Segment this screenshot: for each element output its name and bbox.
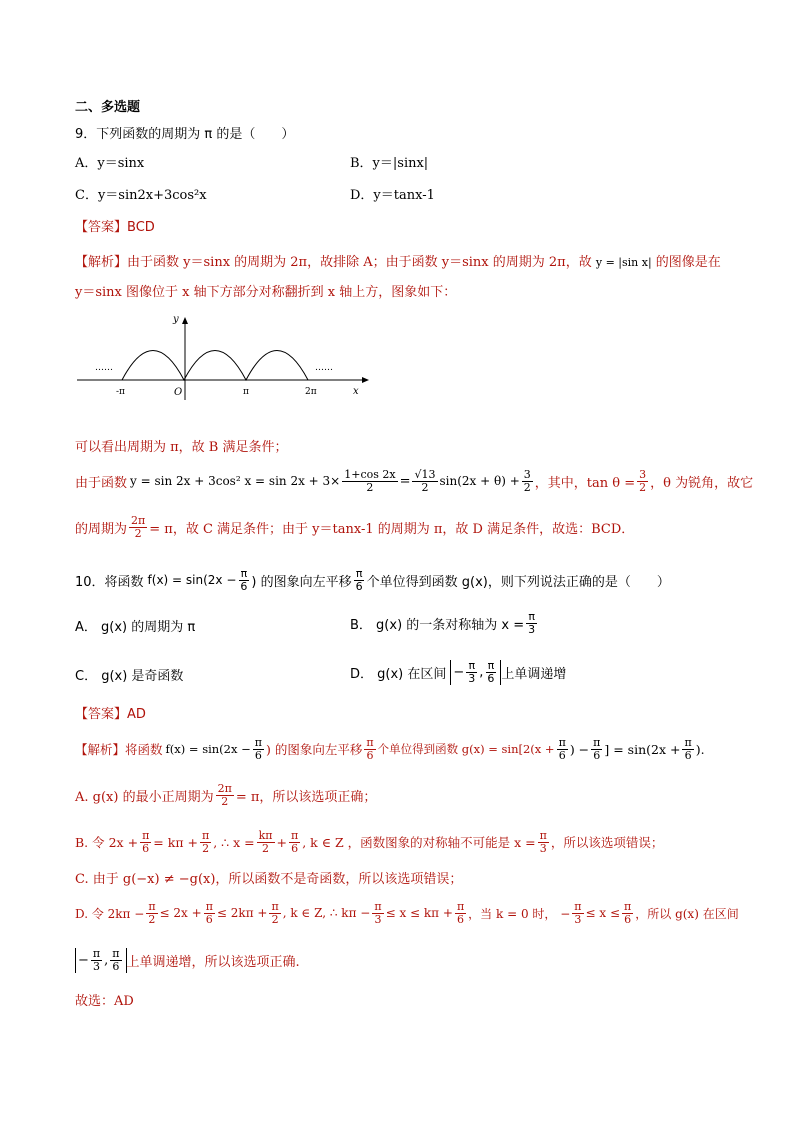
frac-num: π: [201, 828, 210, 842]
frac-den: 3: [468, 671, 476, 685]
frac-den: 3: [374, 912, 382, 926]
frac-den: 6: [457, 912, 465, 926]
frac-den: 6: [355, 579, 363, 593]
q10-analysis-d: [75, 897, 739, 929]
y-axis-arrow: [182, 317, 188, 324]
d-tail: ，所以 g(x) 在区间: [635, 906, 739, 921]
frac-den: 2: [523, 480, 531, 494]
frac-den: 6: [684, 748, 692, 762]
q9-option-a: A．y＝sinx: [75, 156, 145, 171]
opt-b-frac: [526, 611, 537, 636]
c-frac4: [637, 469, 648, 494]
two-pi-label: 2π: [305, 387, 317, 397]
a-frac: [216, 783, 234, 808]
frac-den: 6: [366, 748, 374, 762]
frac-den: 3: [539, 841, 547, 855]
frac-den: 3: [574, 912, 582, 926]
q9-c-line: [75, 466, 753, 496]
q10-analysis-line1: [75, 733, 705, 765]
d-f3: [269, 901, 280, 926]
frac-den: 2: [639, 480, 647, 494]
frac-num: π: [205, 899, 213, 913]
d-mid3: , k ∈ Z, ∴ kπ −: [282, 906, 371, 920]
stem-shift-frac: [354, 568, 365, 593]
an-fc: [682, 737, 693, 762]
q10-analysis-c: C. 由于 g(−x) ≠ −g(x)，所以函数不是奇函数，所以该选项错误；: [75, 872, 463, 887]
x-axis-arrow: [362, 377, 369, 383]
q9-stem: 9．下列函数的周期为 π 的是（ ）: [75, 127, 295, 142]
d-f4: [372, 901, 383, 926]
q10-stem: [75, 565, 670, 595]
frac-den: 6: [254, 748, 262, 762]
c-frac1: [342, 469, 397, 494]
an-tail: 个单位得到函数 g(x) = sin[2(x +: [377, 742, 555, 756]
c-frac2: [412, 469, 437, 494]
stem-f: f(x) = sin(2x −: [147, 573, 237, 587]
frac-num: π: [684, 735, 692, 749]
frac-den: 3: [93, 959, 101, 973]
frac-num: π: [271, 899, 279, 913]
frac-den: 6: [593, 748, 601, 762]
curve: [122, 351, 308, 381]
d-f7: [622, 901, 633, 926]
analysis-text-b: 的图像是在: [655, 255, 721, 270]
y-label: y: [173, 314, 179, 325]
opt-d-lead: D． g(x) 在区间: [350, 666, 447, 682]
frac-den: 6: [558, 748, 566, 762]
frac-num: π: [112, 946, 120, 960]
frac-num: π: [355, 566, 363, 580]
period-tail: = π，故 C 满足条件；由于 y＝tanx-1 的周期为 π，故 D 满足条件，故选：BCD．: [149, 521, 635, 537]
b-f5: [538, 830, 549, 855]
c-eq: =: [399, 473, 411, 489]
frac-den: 3: [528, 622, 536, 636]
b-tail: ，所以该选项错误；: [550, 835, 664, 850]
d-f5: [455, 901, 466, 926]
frac-num: kπ: [258, 828, 273, 842]
analysis-tag: 【解析】: [75, 255, 128, 270]
b-f2: [200, 830, 211, 855]
d-l2-tail: 上单调递增，所以该选项正确.: [126, 954, 300, 970]
frac-num: 2π: [131, 513, 146, 527]
frac-num: π: [142, 828, 150, 842]
left-dots: ……: [95, 363, 113, 373]
c-frac3: [522, 469, 533, 494]
d-f1: [146, 901, 157, 926]
c-acute: ，θ 为锐角，故它: [650, 475, 754, 491]
q9-option-c: C．y＝sin2x+3cos²x: [75, 188, 207, 203]
stem-tail: 个单位得到函数 g(x)，则下列说法正确的是（ ）: [366, 574, 670, 590]
frac-den: 2: [202, 841, 210, 855]
frac-den: 6: [205, 912, 213, 926]
stem-frac: [238, 568, 249, 593]
an-f: f(x) = sin(2x −: [165, 742, 251, 756]
q9-option-b: B．y＝|sinx|: [350, 156, 429, 171]
frac-den: 2: [221, 794, 229, 808]
an-frac1: [253, 737, 264, 762]
frac-num: π: [574, 899, 582, 913]
q9-analysis-line1: [75, 251, 721, 270]
frac-den: 6: [112, 959, 120, 973]
c-formula: y = sin 2x + 3cos² x = sin 2x + 3×: [130, 474, 341, 488]
q9-analysis-line2: y＝sinx 图像位于 x 轴下方部分对称翻折到 x 轴上方，图象如下：: [75, 285, 457, 300]
origin-label: O: [174, 387, 183, 398]
q9-conclusion-b: 可以看出周期为 π，故 B 满足条件；: [75, 440, 288, 455]
pi-label: π: [243, 387, 249, 397]
q10-option-b: [350, 608, 539, 638]
c-lead: 由于函数: [75, 475, 128, 491]
right-dots: ……: [315, 363, 333, 373]
q10-final: 故选：AD: [75, 994, 134, 1009]
frac-num: π: [240, 566, 248, 580]
frac-num: π: [487, 658, 495, 672]
abs-sin-formula: y = |sin x|: [595, 256, 652, 269]
frac-num: 3: [523, 467, 531, 481]
frac-num: π: [528, 609, 535, 623]
d-mid1: ≤ 2x +: [159, 906, 202, 920]
b-f3: [257, 830, 275, 855]
q9-period-line: [75, 512, 634, 542]
frac-num: √13: [414, 467, 436, 481]
an-fb: [591, 737, 602, 762]
an-lead: 将函数: [125, 742, 163, 757]
an-tail2: ) −: [569, 741, 590, 757]
q9-option-d: D．y＝tanx-1: [350, 188, 435, 203]
frac-den: 2: [262, 841, 270, 855]
d-mid6: ≤ x ≤: [585, 906, 621, 920]
c-where: ，其中，tan θ =: [534, 475, 636, 491]
frac-num: π: [366, 735, 374, 749]
d-mid5: ，当 k = 0 时， −: [468, 906, 571, 921]
frac-num: π: [558, 735, 566, 749]
frac-num: π: [92, 946, 101, 960]
an-shift: [364, 737, 375, 762]
section-title: 二、多选题: [75, 100, 141, 115]
q10-analysis-b: [75, 826, 663, 858]
frac-num: π: [593, 735, 601, 749]
analysis-tag: 【解析】: [75, 742, 126, 757]
b-f1: [140, 830, 151, 855]
b-mid3: +: [276, 834, 287, 850]
q10-option-a: A． g(x) 的周期为 π: [75, 620, 196, 635]
b-mid2: , ∴ x =: [213, 834, 255, 850]
d-f2: [204, 901, 215, 926]
int-frac2: [485, 660, 496, 685]
d-lead: D. 令 2kπ −: [75, 906, 145, 921]
q10-answer: 【答案】AD: [75, 707, 146, 722]
an-fa: [557, 737, 568, 762]
frac-den: 6: [291, 841, 299, 855]
frac-den: 6: [487, 671, 495, 685]
frac-num: π: [468, 658, 476, 672]
frac-den: 2: [421, 480, 429, 494]
frac-den: 6: [624, 912, 632, 926]
neg-pi-label: -π: [116, 387, 125, 397]
frac-num: π: [290, 828, 299, 842]
x-label: x: [353, 386, 359, 397]
opt-d-tail: 上单调递增: [501, 666, 567, 682]
frac-num: π: [624, 899, 632, 913]
an-tail3: ] = sin(2x +: [604, 741, 681, 757]
frac-num: 2π: [217, 781, 232, 795]
frac-num: π: [374, 899, 382, 913]
frac-num: π: [254, 735, 262, 749]
frac-den: 6: [240, 579, 248, 593]
an-end: ).: [695, 741, 705, 757]
b-mid4: , k ∈ Z ，函数图象的对称轴不可能是 x =: [302, 835, 536, 850]
c-sin: sin(2x + θ) +: [439, 474, 520, 488]
frac-num: π: [456, 899, 465, 913]
period-frac: [129, 515, 147, 540]
interval: − $\frac{\pi}{3}$ , $\frac{\pi}{6}$: [450, 660, 501, 685]
analysis-text: 由于函数 y＝sinx 的周期为 2π，故排除 A；由于函数 y＝sinx 的周期为 2π，故: [127, 255, 592, 270]
stem-mid: ) 的图象向左平移: [251, 574, 352, 590]
abs-sin-graph: [75, 310, 375, 405]
d-l2-f2: [110, 948, 121, 973]
stem-lead: 10．将函数: [75, 574, 144, 590]
q9-answer: 【答案】BCD: [75, 220, 155, 235]
b-f4: [289, 830, 300, 855]
frac-num: 1+cos 2x: [344, 467, 396, 481]
d-f6: [572, 901, 583, 926]
q10-option-d: [350, 655, 566, 689]
frac-den: 2: [134, 526, 142, 540]
frac-den: 2: [271, 912, 279, 926]
b-mid1: = kπ +: [153, 834, 198, 850]
frac-num: π: [539, 828, 547, 842]
q10-option-c: C． g(x) 是奇函数: [75, 669, 184, 684]
a-tail: = π，所以该选项正确；: [235, 789, 377, 805]
frac-den: 2: [366, 480, 374, 494]
q10-analysis-d-line2: [75, 942, 300, 978]
d-l2-f1: [91, 948, 102, 973]
frac-den: 2: [148, 912, 156, 926]
d-mid4: ≤ x ≤ kπ +: [385, 906, 453, 920]
opt-b-lead: B． g(x) 的一条对称轴为 x =: [350, 617, 525, 633]
q10-analysis-a: [75, 779, 376, 811]
d-mid2: ≤ 2kπ +: [216, 906, 268, 920]
a-lead: A. g(x) 的最小正周期为: [75, 789, 214, 805]
frac-den: 6: [142, 841, 150, 855]
int-frac1: [466, 660, 477, 685]
an-mid: ) 的图象向左平移: [266, 742, 363, 757]
frac-num: 3: [639, 467, 647, 481]
frac-num: π: [148, 899, 156, 913]
period-lead: 的周期为: [75, 521, 128, 537]
d-interval: − $\frac{\pi}{3}$ , $\frac{\pi}{6}$: [75, 948, 127, 973]
b-lead: B. 令 2x +: [75, 835, 139, 850]
